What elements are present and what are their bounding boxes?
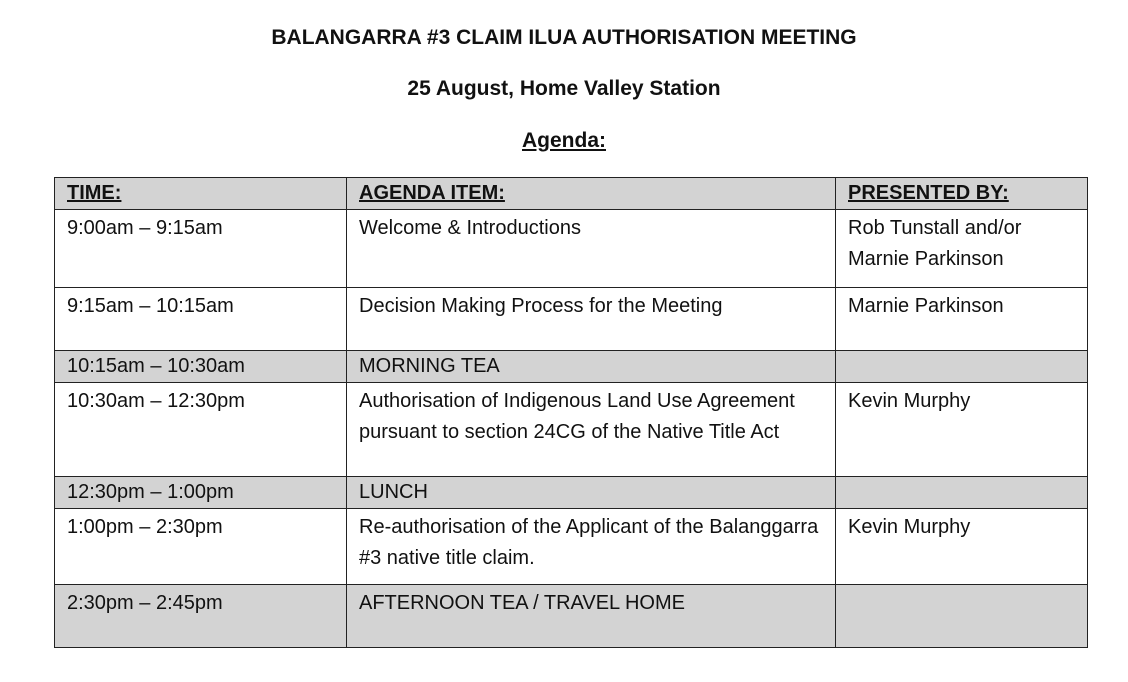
table-row-break (55, 477, 1088, 509)
row-time: 10:15am – 10:30am (55, 351, 347, 383)
row-time: 2:30pm – 2:45pm (55, 585, 347, 648)
table-row (55, 210, 1088, 288)
row-time: 9:00am – 9:15am (55, 210, 347, 288)
header-time: TIME: (55, 178, 347, 210)
row-agenda-item: MORNING TEA (347, 351, 836, 383)
table-row (55, 288, 1088, 351)
header-presented-by: PRESENTED BY: (836, 178, 1088, 210)
row-time: 10:30am – 12:30pm (55, 383, 347, 477)
header-agenda-item: AGENDA ITEM: (347, 178, 836, 210)
row-presenter: Marnie Parkinson (836, 288, 1088, 351)
table-row-break (55, 585, 1088, 648)
table-row (55, 383, 1088, 477)
table-row-break (55, 351, 1088, 383)
row-agenda-item: Welcome & Introductions (347, 210, 836, 288)
table-row (55, 509, 1088, 585)
row-agenda-item: AFTERNOON TEA / TRAVEL HOME (347, 585, 836, 648)
row-time: 9:15am – 10:15am (55, 288, 347, 351)
agenda-table (54, 177, 1088, 648)
row-agenda-item: Authorisation of Indigenous Land Use Agreement pursuant to section 24CG of the Native Title Act (347, 383, 836, 477)
presenter-line: Marnie Parkinson (848, 248, 1004, 270)
row-presenter (836, 585, 1088, 648)
row-time: 1:00pm – 2:30pm (55, 509, 347, 585)
table-header-row (55, 178, 1088, 210)
row-agenda-item: Decision Making Process for the Meeting (347, 288, 836, 351)
row-agenda-item: Re-authorisation of the Applicant of the Balanggarra #3 native title claim. (347, 509, 836, 585)
row-time: 12:30pm – 1:00pm (55, 477, 347, 509)
row-agenda-item: LUNCH (347, 477, 836, 509)
row-presenter: Kevin Murphy (836, 509, 1088, 585)
row-presenter (836, 351, 1088, 383)
row-presenter (836, 210, 1088, 288)
document-subtitle: 25 August, Home Valley Station (407, 77, 721, 100)
agenda-heading: Agenda: (522, 129, 606, 152)
row-presenter: Kevin Murphy (836, 383, 1088, 477)
document-title: BALANGARRA #3 CLAIM ILUA AUTHORISATION MEETING (271, 26, 857, 49)
presenter-line: Rob Tunstall and/or (848, 217, 1022, 239)
row-presenter (836, 477, 1088, 509)
